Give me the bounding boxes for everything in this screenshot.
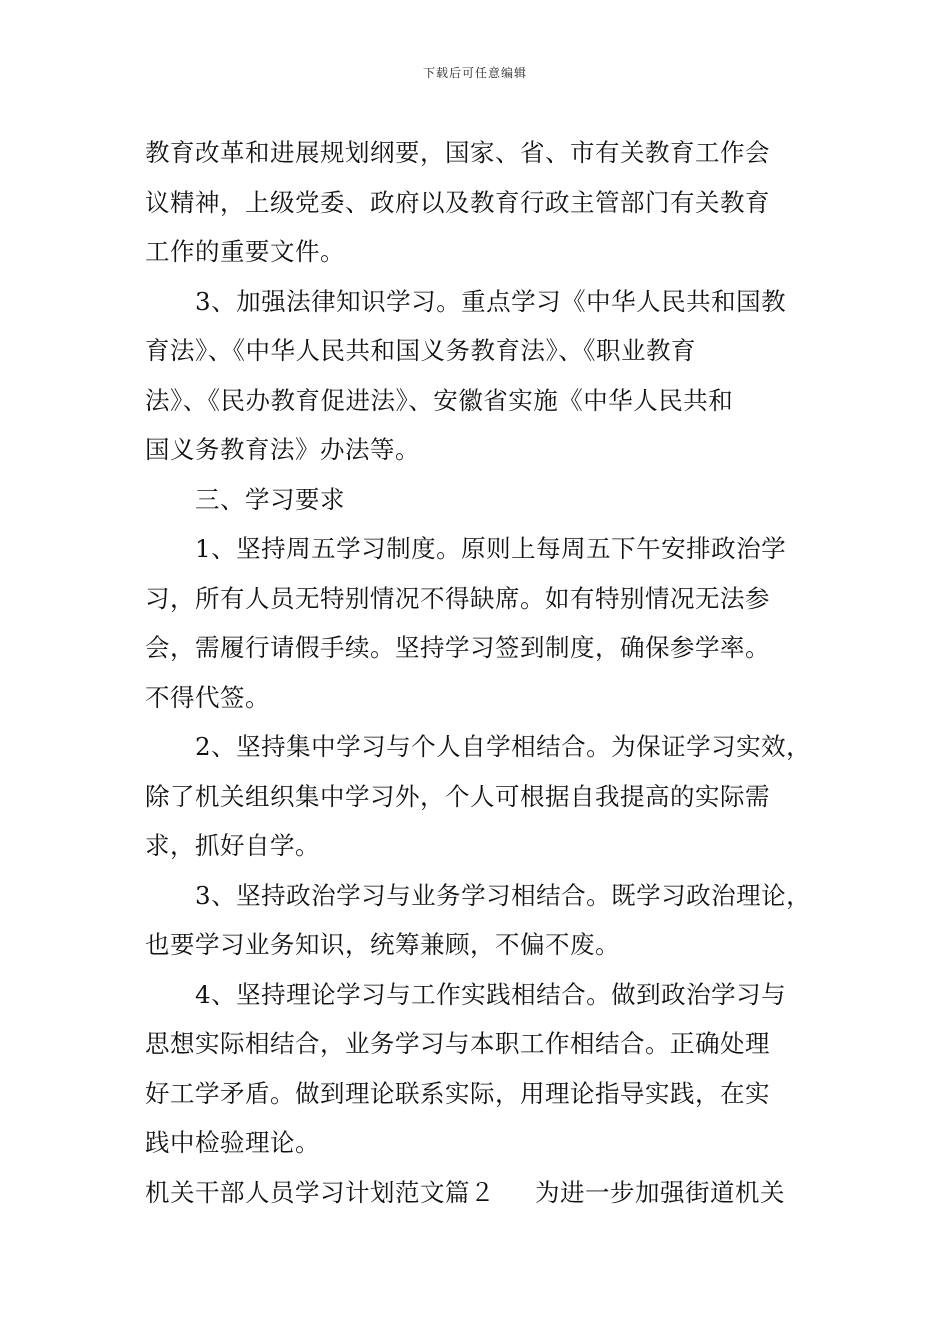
text-line: 好工学矛盾。做到理论联系实际，用理论指导实践，在实 <box>145 1078 770 1108</box>
next-article-title: 机关干部人员学习计划范文篇２ <box>145 1177 495 1207</box>
text-line: 践中检验理论。 <box>145 1128 320 1157</box>
text-line: 教育改革和进展规划纲要，国家、省、市有关教育工作会 <box>145 138 770 167</box>
text-line: 1、坚持周五学习制度。原则上每周五下午安排政治学 <box>195 534 787 563</box>
text-line: 法》、《民办教育促进法》、安徽省实施《中华人民共和 <box>145 385 734 415</box>
text-line: 议精神，上级党委、政府以及教育行政主管部门有关教育 <box>145 187 770 217</box>
text-line: 会，需履行请假手续。坚持学习签到制度，确保参学率。 <box>145 633 770 662</box>
text-line: 除了机关组织集中学习外，个人可根据自我提高的实际需 <box>145 781 770 811</box>
text-line: 育法》、《中华人民共和国义务教育法》、《职业教育 <box>145 336 696 365</box>
next-article-line <box>145 1168 825 1218</box>
text-line: 3、坚持政治学习与业务学习相结合。既学习政治理论， <box>195 880 812 910</box>
document-body <box>145 128 825 1217</box>
text-line: 求，抓好自学。 <box>145 831 320 860</box>
text-line: 习，所有人员无特别情况不得缺席。如有特别情况无法参 <box>145 583 770 613</box>
text-line: 3、加强法律知识学习。重点学习《中华人民共和国教 <box>195 286 787 316</box>
text-line: 思想实际相结合，业务学习与本职工作相结合。正确处理 <box>145 1029 770 1058</box>
next-article-continuation: 为进一步加强街道机关 <box>535 1177 785 1207</box>
text-line: 4、坚持理论学习与工作实践相结合。做到政治学习与 <box>195 979 787 1009</box>
text-line: 2、坚持集中学习与个人自学相结合。为保证学习实效， <box>195 732 812 761</box>
text-line: 国义务教育法》办法等。 <box>145 435 420 464</box>
text-line: 不得代签。 <box>145 682 270 712</box>
section-heading: 三、学习要求 <box>195 484 345 514</box>
text-line: 工作的重要文件。 <box>145 237 345 266</box>
text-line: 也要学习业务知识，统筹兼顾，不偏不废。 <box>145 930 620 959</box>
page-header: 下载后可任意编辑 <box>422 66 527 80</box>
